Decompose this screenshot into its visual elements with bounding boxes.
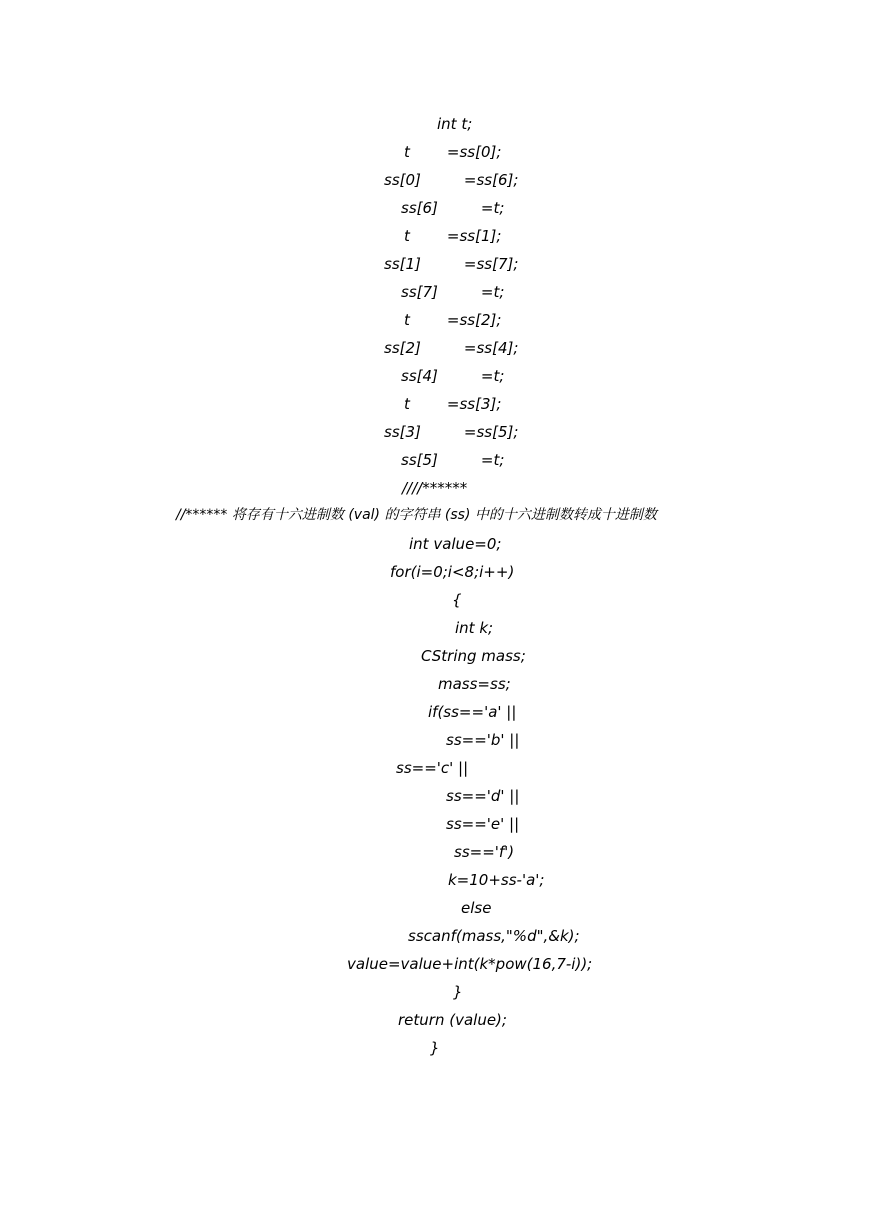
code-line: ss=='c' || [396,759,469,777]
code-line: int k; [455,619,494,637]
code-line: t =ss[2]; [404,311,502,329]
code-line: int t; [437,115,473,133]
code-line: ss=='d' || [446,787,520,805]
code-line: ss=='f') [454,843,515,861]
code-line: CString mass; [421,647,526,665]
code-line: ss[3] =ss[5]; [384,423,519,441]
code-line: t =ss[3]; [404,395,502,413]
code-line: mass=ss; [438,675,511,693]
code-line: else [461,899,492,917]
code-line: ss[2] =ss[4]; [384,339,519,357]
code-line: ss[4] =t; [401,367,505,385]
code-line: ////****** [402,479,468,497]
code-line: ss[6] =t; [401,199,505,217]
code-line: for(i=0;i<8;i++) [390,563,515,581]
code-line: return (value); [398,1011,507,1029]
code-line: ss[5] =t; [401,451,505,469]
code-line: ss=='e' || [446,815,520,833]
code-line: { [452,591,462,609]
code-line: value=value+int(k*pow(16,7-i)); [347,955,593,973]
comment-line: //****** 将存有十六进制数 (val) 的字符串 (ss) 中的十六进制数转成十进制数 [176,507,657,523]
code-line: } [453,983,463,1001]
code-line: } [430,1039,440,1057]
code-line: t =ss[1]; [404,227,502,245]
code-line: sscanf(mass,"%d",&k); [408,927,580,945]
code-line: if(ss=='a' || [428,703,517,721]
code-line: ss[0] =ss[6]; [384,171,519,189]
code-line: t =ss[0]; [404,143,502,161]
code-line: ss=='b' || [446,731,520,749]
code-line: int value=0; [409,535,502,553]
code-line: ss[7] =t; [401,283,505,301]
code-line: k=10+ss-'a'; [448,871,545,889]
code-line: ss[1] =ss[7]; [384,255,519,273]
